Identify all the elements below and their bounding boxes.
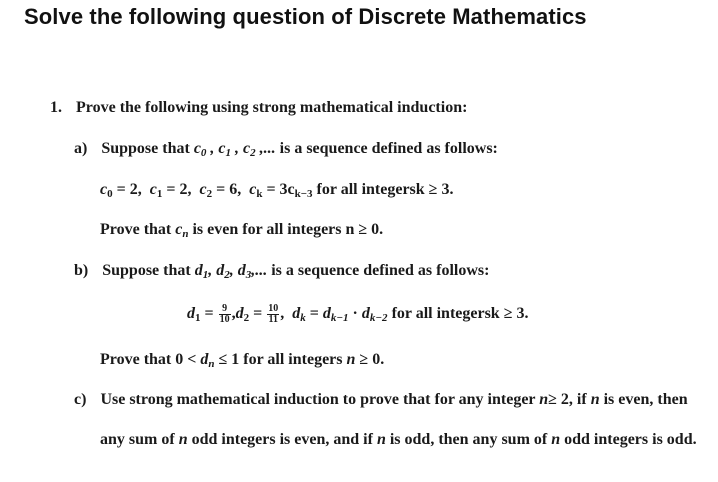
part-b-prove: Prove that $0 < d_n \le 1$ for all integers n ≥ 0. (100, 351, 385, 370)
part-b-sequence: $d_1$, $d_2$, $d_3$,... (194, 262, 268, 281)
part-a-sequence: $c_0$ , $c_1$ , $c_2$ ,... (193, 140, 276, 159)
part-c-label: c) (74, 391, 87, 408)
part-a-definition: $c_0 = 2$, $c_1 = 2$, $c_2 = 6$, $c_k = 3c_{k-3}$ for all integersk ≥ 3. (100, 181, 454, 200)
part-a-prove: Prove that $c_n$ is even for all integers n ≥ 0. (100, 221, 384, 240)
part-b-intro-line: b) Suppose that $d_1$, $d_2$, $d_3$,... is a sequence defined as follows: (74, 262, 490, 281)
question-intro-line (50, 98, 467, 118)
part-a-suffix: is a sequence defined as follows: (279, 140, 498, 157)
question-intro: Prove the following using strong mathematical induction: (76, 99, 468, 116)
part-a-intro-line (74, 139, 498, 159)
page-title: Solve the following question of Discrete Mathematics (24, 4, 587, 29)
question-number: 1. (50, 99, 62, 116)
part-a-condition: for all integersk ≥ 3. (316, 181, 454, 198)
part-b-label: b) (74, 262, 89, 279)
part-c-line-2: any sum of n odd integers is even, and if n is odd, then any sum of n odd integers is odd. (100, 431, 697, 448)
part-c-line-1: c) Use strong mathematical induction to prove that for any integer n≥ 2, if n is even, then (74, 391, 688, 408)
fraction-9-10: $\frac{9}{10}$ (219, 303, 230, 325)
fraction-10-11: $\frac{10}{11}$ (268, 303, 279, 325)
part-b-condition: for all integersk ≥ 3. (391, 305, 529, 323)
part-a-label: a) (74, 140, 88, 157)
part-a-prefix: Suppose that (101, 140, 190, 157)
part-b-definition: $d_1$ = $\frac{9}{10}$ $,d_2$ = $\frac{10}{11}$ , $d_k = d_{k-1} \cdot d_{k-2}$ for all integersk ≥ 3. (187, 303, 529, 325)
